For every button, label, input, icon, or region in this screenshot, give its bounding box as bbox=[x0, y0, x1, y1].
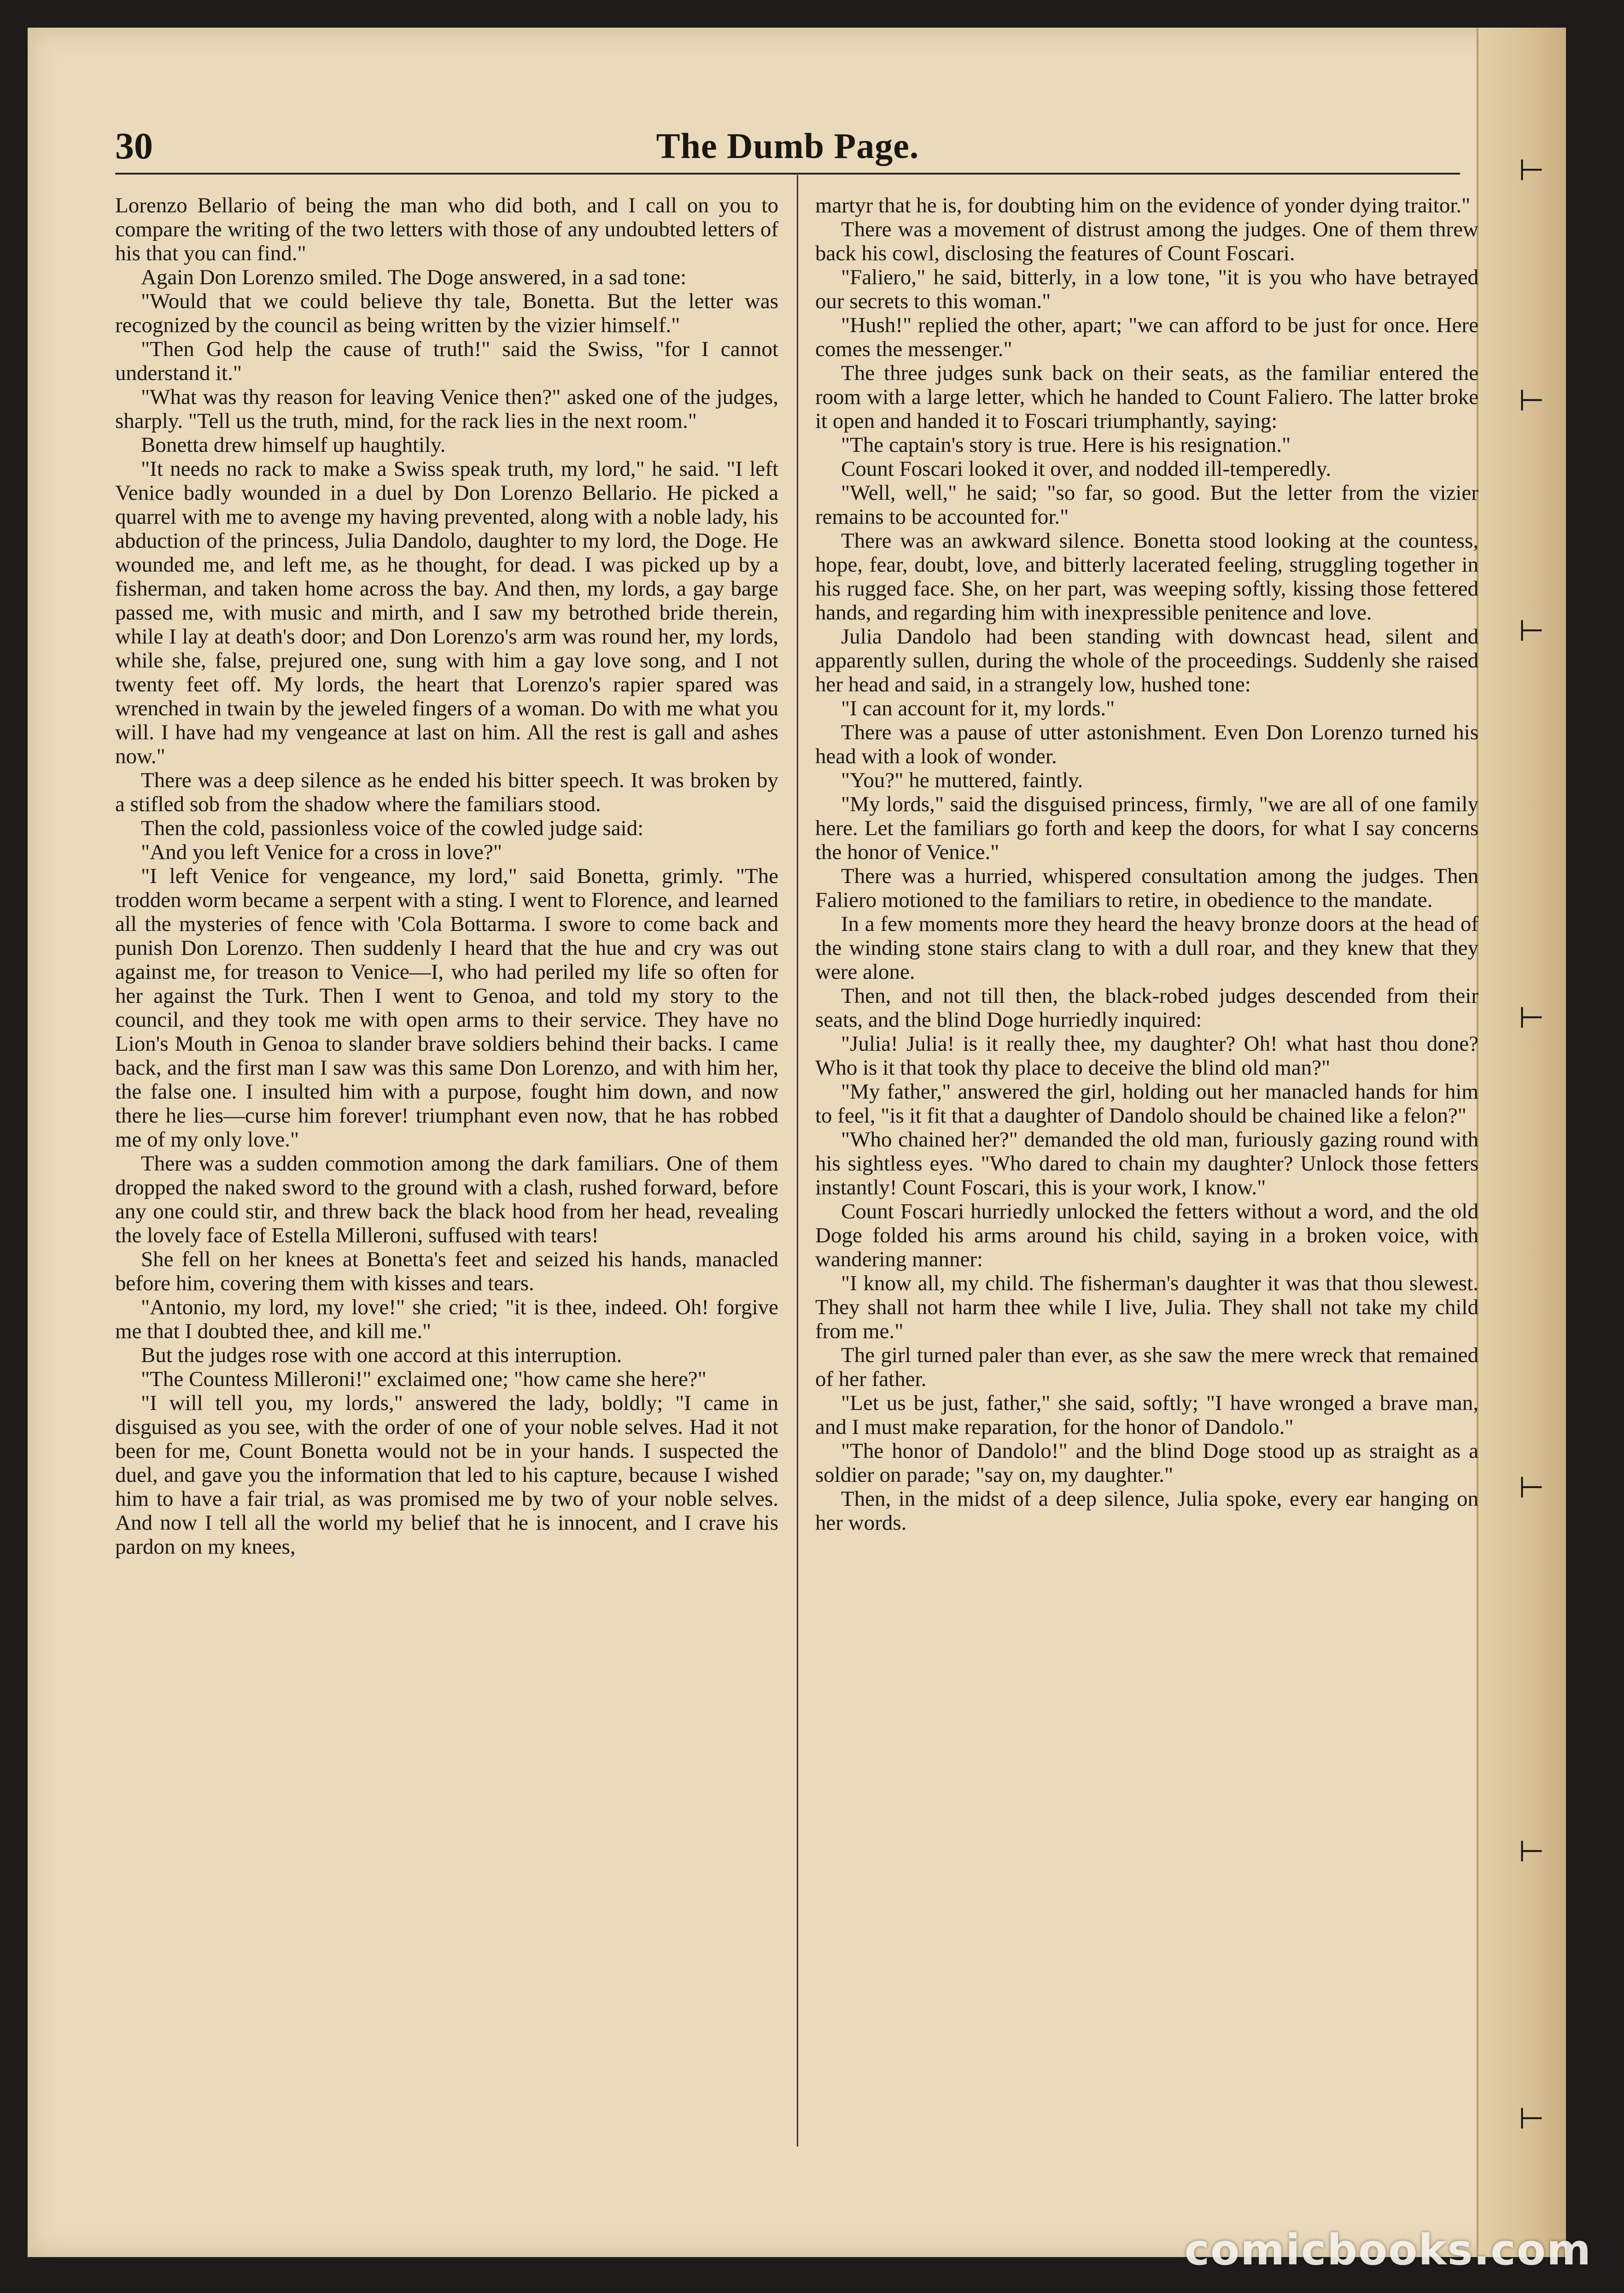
page-number: 30 bbox=[115, 125, 153, 167]
paragraph: "Let us be just, father," she said, softly; "I have wronged a brave man, and I must make reparation, for the honor of Dandolo." bbox=[815, 1391, 1478, 1439]
stitch-mark: ⊢ bbox=[1519, 384, 1544, 418]
paragraph: "I will tell you, my lords," answered the lady, boldly; "I came in disguised as you see, with the order of one of your noble selves. Had it not been for me, Count Bonetta would not be in your hands. I suspected the duel, and gave you the information that led to his capture, because I wished him to have a fair trial, as was promised me by two of your noble selves. And now I tell all the world my belief that he is innocent, and I crave his pardon on my knees, bbox=[115, 1391, 778, 1559]
paragraph: The girl turned paler than ever, as she saw the mere wreck that remained of her father. bbox=[815, 1343, 1478, 1391]
paragraph: There was a movement of distrust among the judges. One of them threw back his cowl, disclosing the features of Count Foscari. bbox=[815, 217, 1478, 265]
paragraph: Count Foscari hurriedly unlocked the fetters without a word, and the old Doge folded his arms around his child, saying in a broken voice, with wandering manner: bbox=[815, 1199, 1478, 1271]
binding-edge bbox=[1477, 28, 1566, 2257]
stitch-mark: ⊢ bbox=[1519, 1471, 1544, 1505]
column-divider bbox=[797, 175, 798, 2147]
paragraph: Then, and not till then, the black-robed judges descended from their seats, and the blind Doge hurriedly inquired: bbox=[815, 984, 1478, 1032]
text-column-right bbox=[815, 193, 1478, 2156]
paragraph: martyr that he is, for doubting him on the evidence of yonder dying traitor." bbox=[815, 193, 1471, 217]
paragraph: But the judges rose with one accord at this interruption. bbox=[141, 1343, 622, 1367]
paragraph: "My father," answered the girl, holding out her manacled hands for him to feel, "is it fit that a daughter of Dandolo should be chained like a felon?" bbox=[815, 1080, 1478, 1128]
paragraph: "Julia! Julia! is it really thee, my daughter? Oh! what hast thou done? Who is it that took thy place to deceive the blind old man?" bbox=[815, 1032, 1478, 1080]
paragraph: "What was thy reason for leaving Venice then?" asked one of the judges, sharply. "Tell us the truth, mind, for the rack lies in the next room." bbox=[115, 385, 778, 433]
paragraph: "The honor of Dandolo!" and the blind Doge stood up as straight as a soldier on parade; "say on, my daughter." bbox=[815, 1439, 1478, 1487]
paragraph: "You?" he muttered, faintly. bbox=[841, 768, 1083, 792]
paragraph: "I left Venice for vengeance, my lord," said Bonetta, grimly. "The trodden worm became a serpent with a sting. I went to Florence, and learned all the mysteries of fence with 'Cola Bottarma. I swore to come back and punish Don Lorenzo. Then suddenly I heard that the hue and cry was out against me, for treason to Venice—I, who had periled my life so often for her against the Turk. Then I went to Genoa, and told my story to the council, and they took me with open arms to their service. They have no Lion's Mouth in Genoa to slander brave soldiers behind their backs. I came back, and the first man I saw was this same Don Lorenzo, and with him her, the false one. I insulted him with a purpose, fought him down, and now there he lies—curse him forever! triumphant even now, that he has robbed me of my only love." bbox=[115, 864, 778, 1152]
paragraph: Then, in the midst of a deep silence, Julia spoke, every ear hanging on her words. bbox=[815, 1487, 1478, 1535]
paragraph: "My lords," said the disguised princess, firmly, "we are all of one family here. Let the familiars go forth and keep the doors, for what I say concerns the honor of Venice." bbox=[815, 792, 1478, 864]
paragraph: "I can account for it, my lords." bbox=[841, 696, 1115, 720]
paragraph: Count Foscari looked it over, and nodded ill-temperedly. bbox=[841, 457, 1332, 481]
paragraph: Again Don Lorenzo smiled. The Doge answered, in a sad tone: bbox=[141, 265, 687, 289]
paragraph: Lorenzo Bellario of being the man who did both, and I call on you to compare the writing of the two letters with those of any undoubted letters of his that you can find." bbox=[115, 193, 778, 265]
paragraph: There was a sudden commotion among the dark familiars. One of them dropped the naked sword to the ground with a clash, rushed forward, before any one could stir, and threw back the black hood from her head, revealing the lovely face of Estella Milleroni, suffused with tears! bbox=[115, 1152, 778, 1247]
paragraph: There was a deep silence as he ended his bitter speech. It was broken by a stifled sob from the shadow where the familiars stood. bbox=[115, 768, 778, 816]
text-column-left bbox=[115, 193, 778, 2156]
paragraph: "Hush!" replied the other, apart; "we can afford to be just for once. Here comes the messenger." bbox=[815, 313, 1478, 361]
paragraph: "The Countess Milleroni!" exclaimed one; "how came she here?" bbox=[141, 1367, 707, 1391]
paragraph: "Who chained her?" demanded the old man, furiously gazing round with his sightless eyes. "Who dared to chain my daughter? Unlock those fetters instantly! Count Foscari, this is your work, I know." bbox=[815, 1128, 1478, 1199]
paragraph: "Well, well," he said; "so far, so good. But the letter from the vizier remains to be accounted for." bbox=[815, 481, 1478, 529]
stitch-mark: ⊢ bbox=[1519, 614, 1544, 648]
paragraph: "I know all, my child. The fisherman's daughter it was that thou slewest. They shall not harm thee while I live, Julia. They shall not take my child from me." bbox=[815, 1271, 1478, 1343]
paragraph: Bonetta drew himself up haughtily. bbox=[141, 433, 446, 457]
paragraph: Julia Dandolo had been standing with downcast head, silent and apparently sullen, during the whole of the proceedings. Suddenly she raised her head and said, in a strangely low, hushed tone: bbox=[815, 625, 1478, 696]
paragraph: "It needs no rack to make a Swiss speak truth, my lord," he said. "I left Venice badly wounded in a duel by Don Lorenzo Bellario. He picked a quarrel with me to avenge my having prevented, along with a noble lady, his abduction of the princess, Julia Dandolo, daughter to my lord, the Doge. He wounded me, and left me, as he thought, for dead. I was picked up by a fisherman, and taken home across the bay. And then, my lords, a gay barge passed me, with music and mirth, and I saw my betrothed bride therein, while I lay at death's door; and Don Lorenzo's arm was round her, my lords, while she, false, prejured one, sung with him a gay love song, and I not twenty feet off. My lords, the heart that Lorenzo's rapier spared was wrenched in twain by the jeweled fingers of a woman. Do with me what you will. I have had my vengeance at last on him. All the rest is gall and ashes now." bbox=[115, 457, 778, 768]
paragraph: "Then God help the cause of truth!" said the Swiss, "for I cannot understand it." bbox=[115, 337, 778, 385]
paragraph: In a few moments more they heard the heavy bronze doors at the head of the winding stone stairs clang to with a dull roar, and they knew that they were alone. bbox=[815, 912, 1478, 984]
paragraph: "Faliero," he said, bitterly, in a low tone, "it is you who have betrayed our secrets to this woman." bbox=[815, 265, 1478, 313]
page-header bbox=[115, 115, 1460, 170]
stitch-mark: ⊢ bbox=[1519, 153, 1544, 187]
watermark: comicbooks.com bbox=[1184, 2225, 1592, 2275]
paragraph: She fell on her knees at Bonetta's feet and seized his hands, manacled before him, covering them with kisses and tears. bbox=[115, 1247, 778, 1295]
paragraph: The three judges sunk back on their seats, as the familiar entered the room with a large letter, which he handed to Count Faliero. The latter broke it open and handed it to Foscari triumphantly, saying: bbox=[815, 361, 1478, 433]
paragraph: "Would that we could believe thy tale, Bonetta. But the letter was recognized by the council as being written by the vizier himself." bbox=[115, 289, 778, 337]
paragraph: There was an awkward silence. Bonetta stood looking at the countess, hope, fear, doubt, love, and bitterly lacerated feeling, struggling together in his rugged face. She, on her part, was weeping softly, kissing those fettered hands, and regarding him with inexpressible penitence and love. bbox=[815, 529, 1478, 625]
paragraph: There was a pause of utter astonishment. Even Don Lorenzo turned his head with a look of wonder. bbox=[815, 720, 1478, 768]
paragraph: Then the cold, passionless voice of the cowled judge said: bbox=[141, 816, 644, 840]
paragraph: There was a hurried, whispered consultation among the judges. Then Faliero motioned to the familiars to retire, in obedience to the mandate. bbox=[815, 864, 1478, 912]
stitch-mark: ⊢ bbox=[1519, 1001, 1544, 1035]
stitch-mark: ⊢ bbox=[1519, 1835, 1544, 1869]
paragraph: "The captain's story is true. Here is his resignation." bbox=[841, 433, 1291, 457]
running-title: The Dumb Page. bbox=[656, 126, 919, 166]
paragraph: "And you left Venice for a cross in love?" bbox=[141, 840, 502, 864]
stitch-mark: ⊢ bbox=[1519, 2102, 1544, 2136]
paragraph: "Antonio, my lord, my love!" she cried; "it is thee, indeed. Oh! forgive me that I doubted thee, and kill me." bbox=[115, 1295, 778, 1343]
header-rule bbox=[115, 173, 1460, 175]
